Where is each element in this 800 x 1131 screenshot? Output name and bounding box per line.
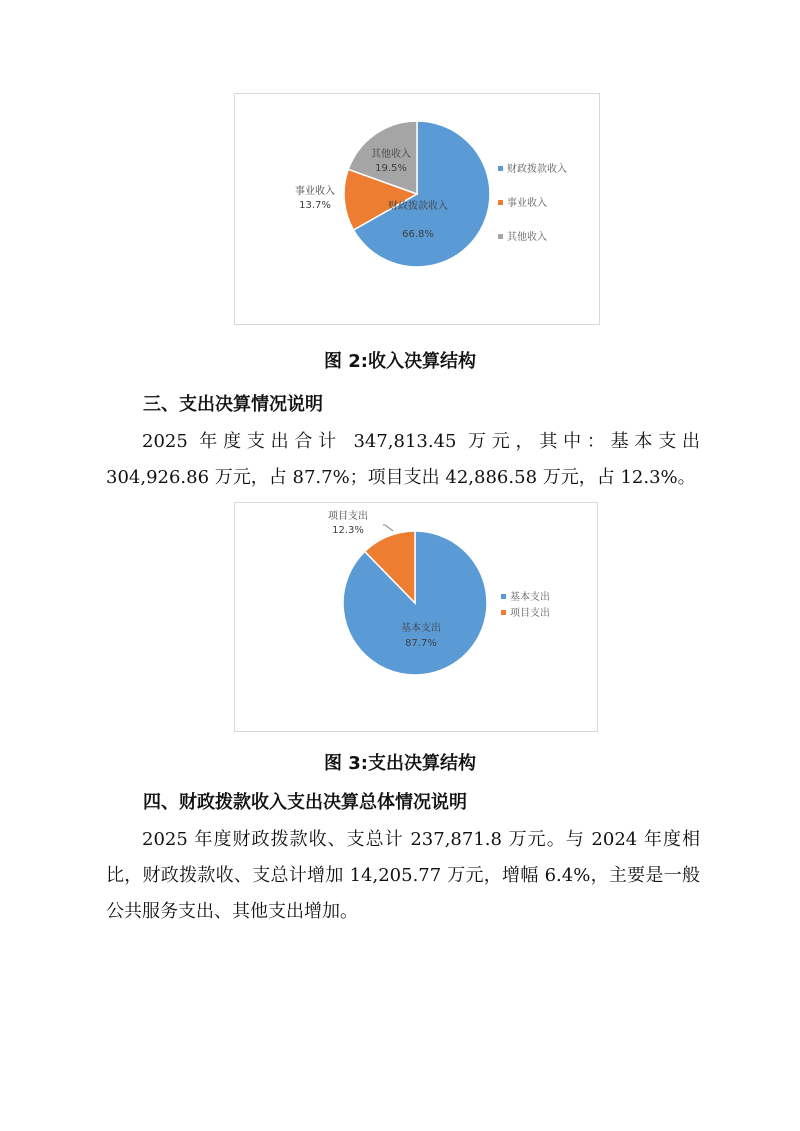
- label-other-value: 19.5%: [375, 163, 407, 174]
- legend-swatch-other: [498, 234, 503, 239]
- label-business-name: 事业收入: [295, 186, 335, 197]
- label-other-name: 其他收入: [371, 149, 411, 160]
- label-fiscal-value: 66.8%: [402, 229, 434, 240]
- section3-paragraph: 2025 年度支出合计 347,813.45 万元，其中：基本支出 304,926.86 万元，占 87.7%；项目支出 42,886.58 万元，占 12.3%。: [106, 431, 700, 488]
- figure2-caption: 图 2:收入决算结构: [324, 351, 476, 372]
- legend-project: 项目支出: [510, 608, 550, 619]
- expense-pie-chart: [234, 502, 598, 732]
- income-pie-chart: [234, 93, 600, 325]
- section4-paragraph: 2025 年度财政拨款收、支总计 237,871.8 万元。与 2024 年度相比，财政拨款收、支总计增加 14,205.77 万元，增幅 6.4%，主要是一般公共服务支出、其他支出增加。: [106, 829, 700, 922]
- legend-swatch-business: [498, 200, 503, 205]
- label-project-value: 12.3%: [332, 525, 364, 536]
- expense-pie-svg: [235, 503, 597, 731]
- legend-basic: 基本支出: [510, 592, 550, 603]
- label-leader-line: [383, 525, 393, 531]
- label-fiscal-name: 财政拨款收入: [388, 201, 448, 212]
- legend-fiscal: 财政拨款收入: [507, 164, 567, 175]
- expense-pie-slices: [343, 531, 487, 675]
- legend-other: 其他收入: [507, 232, 547, 243]
- label-basic-value: 87.7%: [405, 638, 437, 649]
- figure3-caption: 图 3:支出决算结构: [324, 753, 476, 774]
- legend-swatch-project: [501, 610, 506, 615]
- label-project-name: 项目支出: [328, 511, 368, 522]
- legend-swatch-fiscal: [498, 166, 503, 171]
- label-business-value: 13.7%: [299, 200, 331, 211]
- section4-heading: 四、财政拨款收入支出决算总体情况说明: [143, 792, 467, 813]
- section3-heading: 三、支出决算情况说明: [143, 394, 323, 415]
- label-basic-name: 基本支出: [401, 623, 441, 634]
- income-pie-svg: [235, 94, 599, 324]
- legend-business: 事业收入: [507, 198, 547, 209]
- income-pie-slices: [344, 121, 490, 267]
- legend-swatch-basic: [501, 594, 506, 599]
